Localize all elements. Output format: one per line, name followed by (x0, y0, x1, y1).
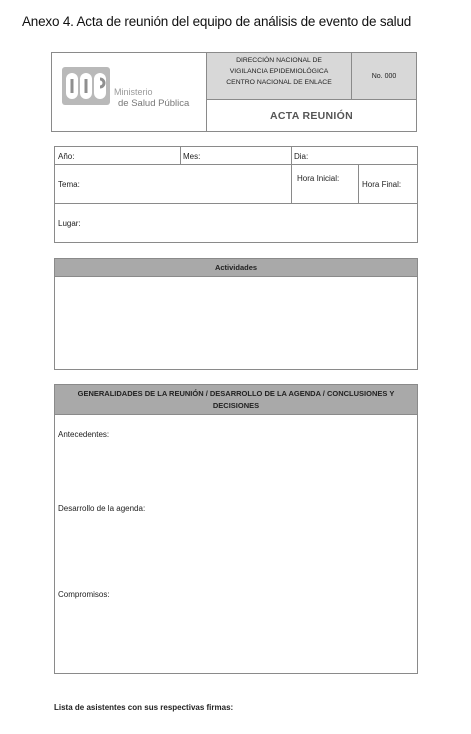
directorate-line-3: CENTRO NACIONAL DE ENLACE (226, 79, 332, 86)
logo-area (52, 53, 207, 131)
activities-section (54, 258, 418, 370)
directorate-line-1: DIRECCIÓN NACIONAL DE (236, 57, 322, 64)
directorate-box (207, 53, 352, 100)
divider (291, 147, 292, 203)
commitments-field[interactable]: Compromisos: (58, 590, 110, 599)
general-header-line-1: GENERALIDADES DE LA REUNIÓN / DESARROLLO DE LA AGENDA / CONCLUSIONES Y (77, 389, 395, 398)
divider (55, 164, 417, 165)
agenda-field[interactable]: Desarrollo de la agenda: (58, 504, 146, 513)
form-title: ACTA REUNIÓN (270, 109, 353, 122)
start-time-field[interactable]: Hora Inicial: (297, 174, 340, 183)
place-field[interactable]: Lugar: (58, 219, 81, 228)
logo-text-line2: de Salud Pública (118, 98, 190, 109)
end-time-field[interactable]: Hora Final: (362, 180, 402, 189)
msp-logo-icon (62, 67, 110, 105)
logo-text-line1: Ministerio (114, 87, 153, 97)
year-field[interactable]: Año: (58, 152, 75, 161)
general-section (54, 384, 418, 674)
divider (55, 203, 417, 204)
month-field[interactable]: Mes: (183, 152, 201, 161)
document-number: No. 000 (352, 53, 416, 100)
divider (358, 164, 359, 203)
topic-field[interactable]: Tema: (58, 180, 80, 189)
general-header-line-2: DECISIONES (212, 401, 260, 410)
directorate-line-2: VIGILANCIA EPIDEMIOLÓGICA (229, 68, 329, 75)
meeting-info-grid (54, 146, 418, 243)
page-title: Anexo 4. Acta de reunión del equipo de análisis de evento de salud (22, 14, 412, 29)
day-field[interactable]: Dia: (294, 152, 309, 161)
form-header (51, 52, 417, 132)
general-header (55, 385, 417, 415)
divider (180, 147, 181, 164)
activities-area[interactable] (55, 277, 417, 369)
activities-header: Actividades (55, 259, 417, 277)
attendees-label: Lista de asistentes con sus respectivas firmas: (54, 703, 234, 712)
background-field[interactable]: Antecedentes: (58, 430, 110, 439)
